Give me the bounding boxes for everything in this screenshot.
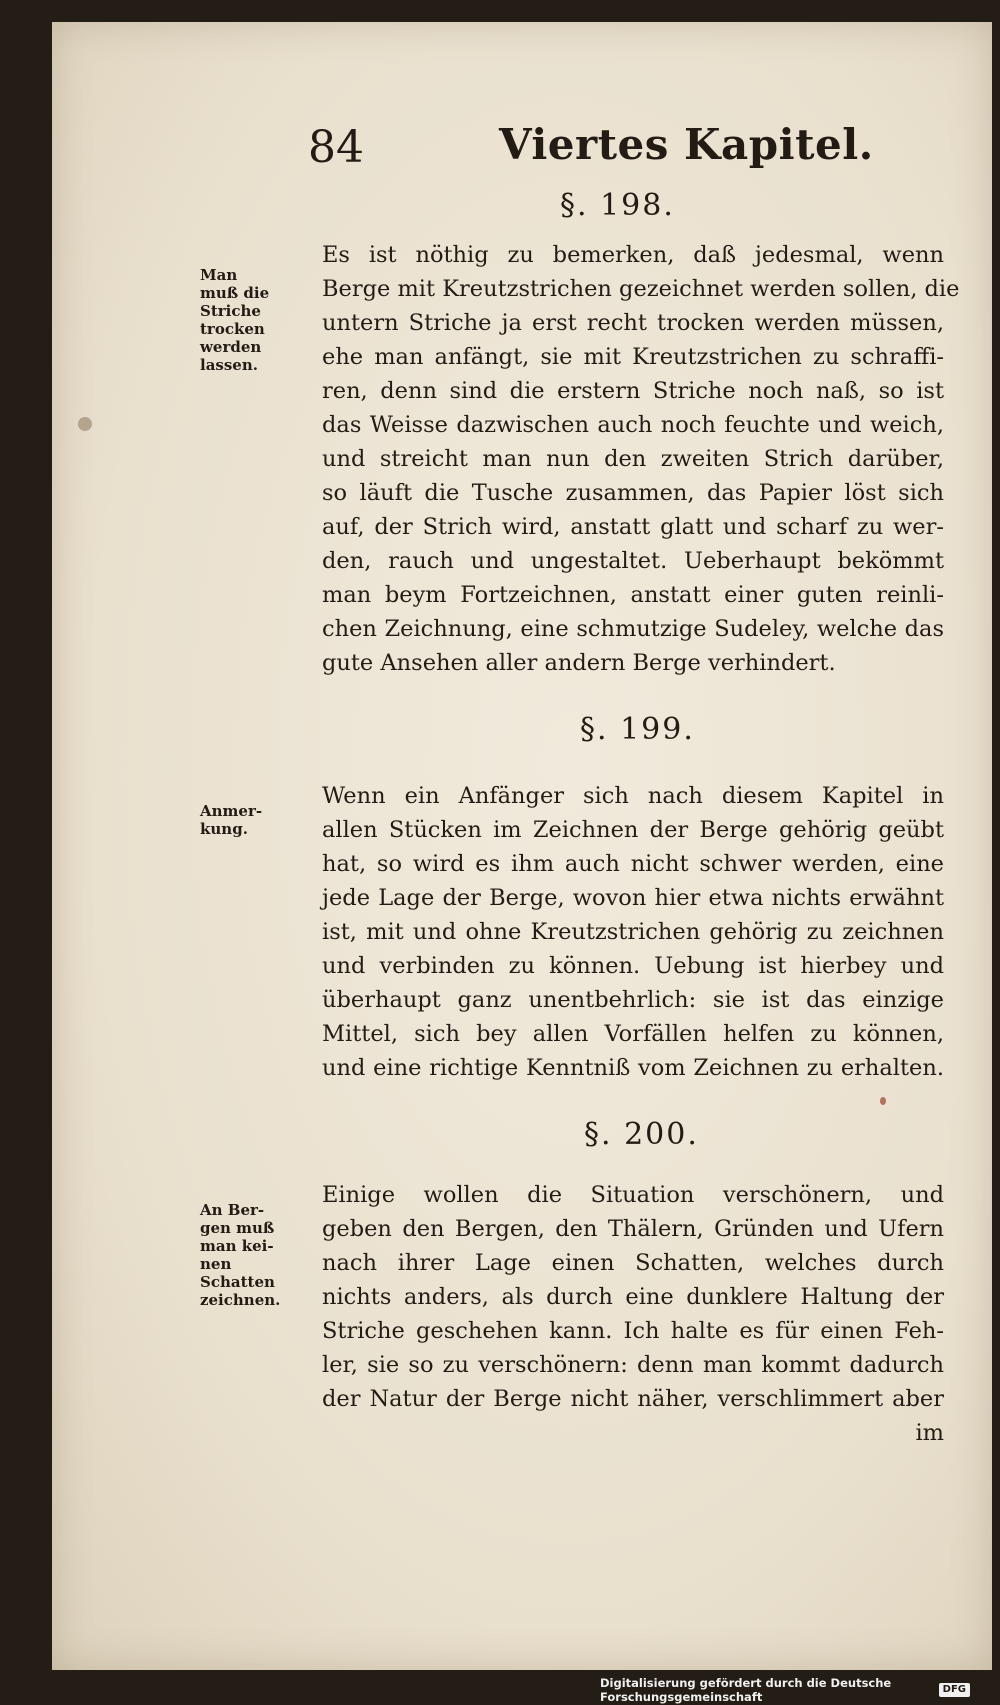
text-line: nichts anders, als durch eine dunklere Haltung der <box>322 1284 944 1310</box>
text-line: jede Lage der Berge, wovon hier etwa nichts erwähnt <box>322 885 944 911</box>
text-line: gute Ansehen aller andern Berge verhindert. <box>322 650 836 676</box>
text-line: nach ihrer Lage einen Schatten, welches durch <box>322 1250 944 1276</box>
text-line: Wenn ein Anfänger sich nach diesem Kapitel in <box>322 783 944 809</box>
text-line: geben den Bergen, den Thälern, Gründen und Ufern <box>322 1216 944 1242</box>
text-line: den, rauch und ungestaltet. Ueberhaupt bekömmt <box>322 548 944 574</box>
text-line: Berge mit Kreutzstrichen gezeichnet werden sollen, die <box>322 276 960 302</box>
section-number: §. 198. <box>560 188 675 223</box>
margin-note: Man muß die Striche trocken werden lassen. <box>200 266 270 374</box>
paragraph <box>322 1178 944 1450</box>
page-number: 84 <box>308 122 364 173</box>
text-line: ren, denn sind die erstern Striche noch naß, so ist <box>322 378 944 404</box>
text-line: untern Striche ja erst recht trocken werden müssen, <box>322 310 944 336</box>
text-line: Striche geschehen kann. Ich halte es für einen Feh- <box>322 1318 944 1344</box>
text-line: und verbinden zu können. Uebung ist hierbey und <box>322 953 944 979</box>
text-line: überhaupt ganz unentbehrlich: sie ist das einzige <box>322 987 944 1013</box>
footer-credit: Digitalisierung gefördert durch die Deutsche Forschungsgemeinschaft <box>600 1676 892 1704</box>
text-line: das Weisse dazwischen auch noch feuchte und weich, <box>322 412 944 438</box>
text-line: chen Zeichnung, eine schmutzige Sudeley, welche das <box>322 616 944 642</box>
margin-note: An Ber- gen muß man kei- nen Schatten zeichnen. <box>200 1201 281 1309</box>
catchword: im <box>915 1420 944 1446</box>
book-page <box>52 22 992 1670</box>
section-number: §. 199. <box>580 712 695 747</box>
paper-stain <box>880 1097 886 1105</box>
text-line: so läuft die Tusche zusammen, das Papier löst sich <box>322 480 944 506</box>
text-line: Einige wollen die Situation verschönern, und <box>322 1182 944 1208</box>
text-line: der Natur der Berge nicht näher, verschlimmert aber <box>322 1386 944 1412</box>
text-line: auf, der Strich wird, anstatt glatt und scharf zu wer- <box>322 514 944 540</box>
text-line: ehe man anfängt, sie mit Kreutzstrichen zu schraffi- <box>322 344 944 370</box>
text-line: und streicht man nun den zweiten Strich darüber, <box>322 446 944 472</box>
margin-note: Anmer- kung. <box>200 802 263 838</box>
paragraph <box>322 238 960 680</box>
text-line: allen Stücken im Zeichnen der Berge gehörig geübt <box>322 817 944 843</box>
digitization-footer <box>600 1676 970 1704</box>
text-line: man beym Fortzeichnen, anstatt einer guten reinli- <box>322 582 944 608</box>
paper-stain <box>78 417 92 431</box>
running-head: Viertes Kapitel. <box>499 120 874 169</box>
text-line: Mittel, sich bey allen Vorfällen helfen zu können, <box>322 1021 944 1047</box>
text-line: Es ist nöthig zu bemerken, daß jedesmal, wenn <box>322 242 944 268</box>
text-line: hat, so wird es ihm auch nicht schwer werden, eine <box>322 851 944 877</box>
dfg-logo-icon: DFG <box>939 1683 970 1697</box>
section-number: §. 200. <box>584 1117 699 1152</box>
text-line: ler, sie so zu verschönern: denn man kommt dadurch <box>322 1352 944 1378</box>
text-line: ist, mit und ohne Kreutzstrichen gehörig zu zeichnen <box>322 919 944 945</box>
text-line: und eine richtige Kenntniß vom Zeichnen zu erhalten. <box>322 1055 944 1081</box>
paragraph <box>322 779 944 1085</box>
